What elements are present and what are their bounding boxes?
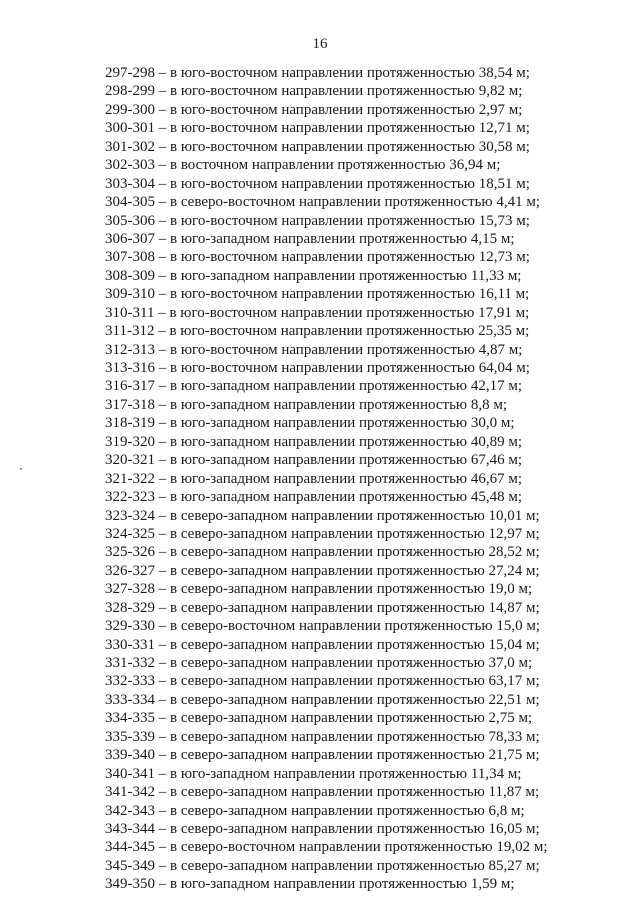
- boundary-segment-list: [105, 64, 548, 894]
- boundary-segment-line: 305-306 – в юго-восточном направлении протяженностью 15,73 м;: [105, 212, 530, 229]
- boundary-segment-line: 316-317 – в юго-западном направлении протяженностью 42,17 м;: [105, 378, 523, 395]
- boundary-segment-line: 326-327 – в северо-западном направлении протяженностью 27,24 м;: [105, 562, 540, 579]
- boundary-segment-line: 300-301 – в юго-восточном направлении протяженностью 12,71 м;: [105, 120, 530, 137]
- boundary-segment-line: 344-345 – в северо-восточном направлении протяженностью 19,02 м;: [105, 839, 548, 856]
- boundary-segment-line: 303-304 – в юго-восточном направлении протяженностью 18,51 м;: [105, 175, 530, 192]
- boundary-segment-line: 304-305 – в северо-восточном направлении протяженностью 4,41 м;: [105, 194, 541, 211]
- boundary-segment-line: 301-302 – в юго-восточном направлении протяженностью 30,58 м;: [105, 138, 530, 155]
- boundary-segment-line: 341-342 – в северо-западном направлении протяженностью 11,87 м;: [105, 784, 540, 801]
- boundary-segment-line: 339-340 – в северо-западном направлении протяженностью 21,75 м;: [105, 747, 540, 764]
- boundary-segment-line: 327-328 – в северо-западном направлении протяженностью 19,0 м;: [105, 581, 533, 598]
- boundary-segment-line: 320-321 – в юго-западном направлении протяженностью 67,46 м;: [105, 452, 523, 469]
- boundary-segment-line: 332-333 – в северо-западном направлении протяженностью 63,17 м;: [105, 673, 540, 690]
- boundary-segment-line: 331-332 – в северо-западном направлении протяженностью 37,0 м;: [105, 655, 533, 671]
- boundary-segment-line: 312-313 – в юго-восточном направлении протяженностью 4,87 м;: [105, 341, 523, 358]
- boundary-segment-line: 349-350 – в юго-западном направлении протяженностью 1,59 м;: [105, 876, 515, 893]
- boundary-segment-line: 306-307 – в юго-западном направлении протяженностью 4,15 м;: [105, 230, 515, 247]
- boundary-segment-line: 318-319 – в юго-западном направлении протяженностью 30,0 м;: [105, 415, 515, 432]
- boundary-segment-line: 299-300 – в юго-восточном направлении протяженностью 2,97 м;: [105, 101, 523, 118]
- boundary-segment-line: 319-320 – в юго-западном направлении протяженностью 40,89 м;: [105, 433, 523, 450]
- boundary-segment-line: 308-309 – в юго-западном направлении протяженностью 11,33 м;: [105, 267, 522, 284]
- boundary-segment-line: 317-318 – в юго-западном направлении протяженностью 8,8 м;: [105, 396, 508, 413]
- boundary-segment-line: 311-312 – в юго-восточном направлении протяженностью 25,35 м;: [105, 323, 530, 340]
- boundary-segment-line: 334-335 – в северо-западном направлении протяженностью 2,75 м;: [105, 710, 533, 727]
- boundary-segment-line: 328-329 – в северо-западном направлении протяженностью 14,87 м;: [105, 599, 540, 616]
- boundary-segment-line: 345-349 – в северо-западном направлении протяженностью 85,27 м;: [105, 857, 540, 874]
- boundary-segment-line: 340-341 – в юго-западном направлении протяженностью 11,34 м;: [105, 765, 522, 782]
- boundary-segment-line: 297-298 – в юго-восточном направлении протяженностью 38,54 м;: [105, 65, 530, 81]
- boundary-segment-line: 343-344 – в северо-западном направлении протяженностью 16,05 м;: [105, 820, 540, 837]
- boundary-segment-line: 329-330 – в северо-восточном направлении протяженностью 15,0 м;: [105, 618, 541, 635]
- boundary-segment-line: 310-311 – в юго-восточном направлении протяженностью 17,91 м;: [105, 304, 530, 321]
- boundary-segment-line: 324-325 – в северо-западном направлении протяженностью 12,97 м;: [105, 525, 540, 542]
- boundary-segment-line: 325-326 – в северо-западном направлении протяженностью 28,52 м;: [105, 544, 540, 561]
- boundary-segment-line: 298-299 – в юго-восточном направлении протяженностью 9,82 м;: [105, 83, 523, 100]
- boundary-segment-line: 322-323 – в юго-западном направлении протяженностью 45,48 м;: [105, 489, 523, 506]
- boundary-segment-line: 342-343 – в северо-западном направлении протяженностью 6,8 м;: [105, 802, 525, 819]
- boundary-segment-line: 313-316 – в юго-восточном направлении протяженностью 64,04 м;: [105, 360, 530, 376]
- boundary-segment-line: 307-308 – в юго-восточном направлении протяженностью 12,73 м;: [105, 249, 530, 266]
- boundary-segment-line: 309-310 – в юго-восточном направлении протяженностью 16,11 м;: [105, 286, 530, 303]
- boundary-segment-line: 333-334 – в северо-западном направлении протяженностью 22,51 м;: [105, 691, 540, 708]
- boundary-segment-line: 302-303 – в восточном направлении протяженностью 36,94 м;: [105, 157, 501, 174]
- boundary-segment-line: 323-324 – в северо-западном направлении протяженностью 10,01 м;: [105, 507, 540, 524]
- boundary-segment-line: 330-331 – в северо-западном направлении протяженностью 15,04 м;: [105, 636, 540, 653]
- scan-artifact-dot: [20, 468, 22, 470]
- boundary-segment-line: 335-339 – в северо-западном направлении протяженностью 78,33 м;: [105, 728, 540, 745]
- boundary-segment-line: 321-322 – в юго-западном направлении протяженностью 46,67 м;: [105, 470, 523, 487]
- page-number: 16: [312, 36, 328, 52]
